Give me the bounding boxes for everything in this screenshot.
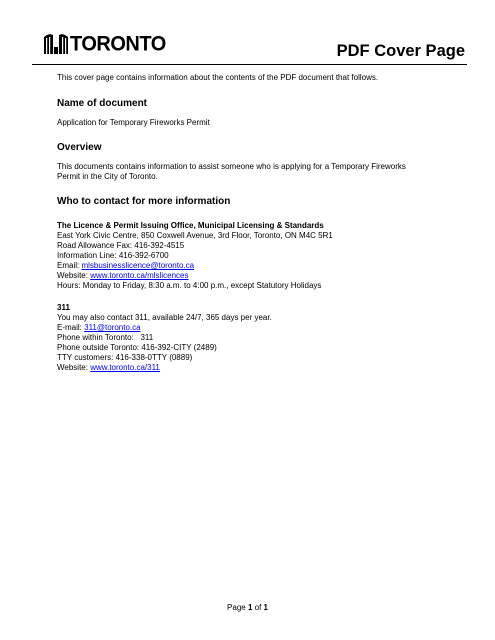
document-name: Application for Temporary Fireworks Permit: [57, 118, 210, 127]
email-label: E-mail:: [57, 323, 85, 332]
service-311-tty: TTY customers: 416-338-0TTY (0889): [57, 353, 193, 362]
page-title: PDF Cover Page: [336, 42, 465, 60]
office-name: The Licence & Permit Issuing Office, Municipal Licensing & Standards: [57, 221, 324, 230]
website-label: Website:: [57, 363, 91, 372]
service-311-website-row: [57, 363, 442, 373]
contact-section: [57, 196, 442, 373]
office-hours: Hours: Monday to Friday, 8:30 a.m. to 4:00 p.m., except Statutory Holidays: [57, 281, 322, 290]
website-label: Website:: [57, 271, 91, 280]
header-divider: [32, 64, 467, 65]
page-current: 1: [247, 603, 253, 612]
overview-line: This documents contains information to assist someone who is applying for a Temporary Fireworks: [57, 162, 406, 171]
section-heading: Who to contact for more information: [57, 196, 231, 207]
service-311-email-link[interactable]: 311@toronto.ca: [84, 323, 141, 332]
email-label: Email:: [57, 261, 82, 270]
page-total: 1: [263, 603, 268, 612]
section-heading: Name of document: [57, 98, 148, 109]
page-label: Page: [227, 603, 248, 612]
office-fax: Road Allowance Fax: 416-392-4515: [57, 241, 185, 250]
service-311-phone-outside: Phone outside Toronto: 416-392-CITY (2489): [57, 343, 217, 352]
service-311-phone-within: Phone within Toronto: 311: [57, 333, 154, 342]
office-info-line: Information Line: 416-392-6700: [57, 251, 169, 260]
service-311-website-link[interactable]: www.toronto.ca/311: [90, 363, 160, 372]
service-311-availability: You may also contact 311, available 24/7, 365 days per year.: [57, 313, 272, 322]
intro-text: This cover page contains information about the contents of the PDF document that follows.: [57, 73, 379, 82]
overview-section: [57, 142, 442, 182]
logo-wordmark: TORONTO: [70, 32, 166, 56]
office-email-link[interactable]: mlsbusinesslicence@toronto.ca: [81, 261, 195, 270]
section-heading: Overview: [57, 142, 102, 153]
service-311-title: 311: [57, 303, 70, 312]
service-311-email-row: [57, 323, 442, 333]
page-of: of: [252, 603, 264, 612]
page-footer: [0, 603, 495, 612]
office-address: East York Civic Centre, 850 Coxwell Avenue, 3rd Floor, Toronto, ON M4C 5R1: [57, 231, 333, 240]
office-website-row: [57, 271, 442, 281]
office-website-link[interactable]: www.toronto.ca/mlslicences: [90, 271, 189, 280]
overview-line: Permit in the City of Toronto.: [57, 172, 158, 181]
name-of-document-section: [57, 98, 442, 128]
city-hall-icon: [43, 32, 69, 54]
toronto-logo: [43, 30, 166, 54]
office-email-row: [57, 261, 442, 271]
